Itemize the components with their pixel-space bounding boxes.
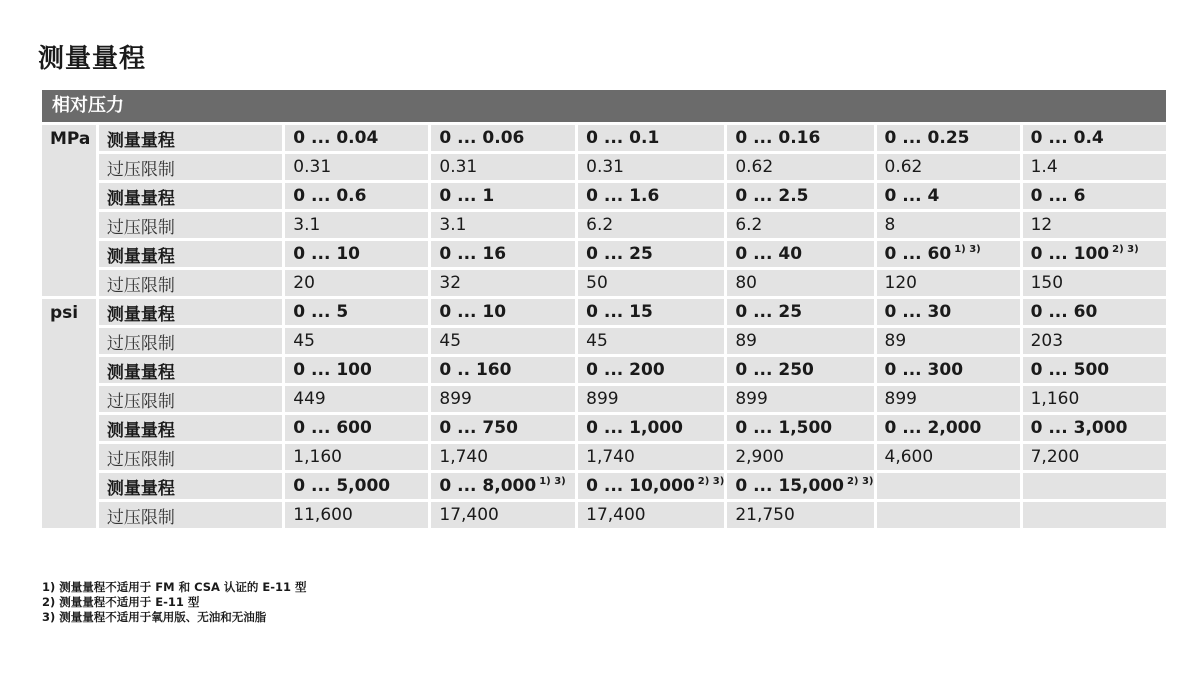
footnote-ref: 1) 3) <box>539 476 566 488</box>
cell-value: 120 <box>884 273 917 293</box>
cell-value: 0 ... 100 <box>293 360 372 380</box>
range-row <box>42 357 1166 383</box>
cell-value: 1,740 <box>586 447 635 467</box>
table-cell <box>285 328 428 354</box>
unit-label: MPa <box>42 125 96 296</box>
cell-value: 32 <box>439 273 462 293</box>
table-cell <box>727 299 873 325</box>
cell-value: 449 <box>293 389 326 409</box>
cell-value: 899 <box>735 389 768 409</box>
table-cell <box>1023 502 1166 528</box>
range-row <box>42 415 1166 441</box>
cell-value: 3.1 <box>293 215 321 235</box>
footnote: 1) 测量量程不适用于 FM 和 CSA 认证的 E-11 型 <box>42 580 307 594</box>
page-title: 测量量程 <box>38 44 147 74</box>
cell-value: 0 ... 40 <box>735 244 803 264</box>
footnote: 2) 测量量程不适用于 E-11 型 <box>42 595 200 609</box>
range-label: 测量量程 <box>99 125 282 151</box>
table-cell <box>578 154 724 180</box>
overpressure-label: 过压限制 <box>99 386 282 412</box>
table-cell <box>727 212 873 238</box>
range-label: 测量量程 <box>99 357 282 383</box>
measuring-range-table-container <box>42 90 1166 531</box>
table-cell <box>877 183 1020 209</box>
table-cell <box>431 270 575 296</box>
table-cell <box>877 270 1020 296</box>
cell-value: 1,160 <box>1030 389 1080 409</box>
cell-value: 0 ... 300 <box>884 360 964 380</box>
table-cell <box>877 357 1020 383</box>
overpressure-label: 过压限制 <box>99 154 282 180</box>
table-cell <box>285 444 428 470</box>
table-cell <box>285 183 428 209</box>
cell-value: 0 ... 200 <box>586 360 665 380</box>
table-cell <box>285 386 428 412</box>
table-cell <box>431 386 575 412</box>
table-cell <box>578 270 724 296</box>
table-cell <box>285 415 428 441</box>
table-cell <box>727 125 873 151</box>
cell-value: 0 ... 1,000 <box>586 418 683 438</box>
measuring-range-table <box>39 122 1169 531</box>
table-cell <box>727 270 873 296</box>
overpressure-row <box>42 502 1166 528</box>
table-cell <box>285 299 428 325</box>
cell-value: 89 <box>884 331 907 351</box>
range-row <box>42 183 1166 209</box>
table-cell <box>877 444 1020 470</box>
cell-value: 899 <box>884 389 917 409</box>
table-cell <box>1023 386 1166 412</box>
cell-value: 0.31 <box>586 157 624 177</box>
cell-value: 0 ... 0.4 <box>1030 128 1104 148</box>
table-cell <box>431 125 575 151</box>
cell-value: 0 ... 6 <box>1030 186 1086 206</box>
range-label: 测量量程 <box>99 299 282 325</box>
footnote-ref: 1) 3) <box>954 244 981 256</box>
overpressure-row <box>42 212 1166 238</box>
table-cell <box>877 154 1020 180</box>
cell-value: 899 <box>586 389 619 409</box>
table-cell <box>877 386 1020 412</box>
table-cell <box>578 328 724 354</box>
table-cell <box>727 386 873 412</box>
cell-value: 0 ... 600 <box>293 418 372 438</box>
table-cell <box>1023 473 1166 499</box>
overpressure-label: 过压限制 <box>99 502 282 528</box>
cell-value: 45 <box>439 331 462 351</box>
cell-value: 0 ... 10,000 <box>586 476 695 496</box>
cell-value: 0 ... 0.06 <box>439 128 525 148</box>
table-cell <box>877 502 1020 528</box>
cell-value: 50 <box>586 273 608 293</box>
table-cell <box>431 299 575 325</box>
cell-value: 0 ... 2.5 <box>735 186 809 206</box>
overpressure-label: 过压限制 <box>99 328 282 354</box>
table-cell <box>285 125 428 151</box>
cell-value: 0 ... 0.16 <box>735 128 821 148</box>
cell-value: 0 ... 750 <box>439 418 518 438</box>
cell-value: 89 <box>735 331 757 351</box>
overpressure-row <box>42 154 1166 180</box>
overpressure-label: 过压限制 <box>99 444 282 470</box>
table-cell <box>285 212 428 238</box>
range-label: 测量量程 <box>99 183 282 209</box>
overpressure-row <box>42 444 1166 470</box>
table-cell <box>727 241 873 267</box>
table-cell <box>877 299 1020 325</box>
overpressure-label: 过压限制 <box>99 212 282 238</box>
table-cell <box>877 328 1020 354</box>
cell-value: 0 ... 2,000 <box>884 418 982 438</box>
footnote-ref: 2) 3) <box>1112 244 1139 256</box>
table-cell <box>285 473 428 499</box>
overpressure-row <box>42 328 1166 354</box>
cell-value: 17,400 <box>439 505 499 525</box>
cell-value: 80 <box>735 273 757 293</box>
cell-value: 0.62 <box>735 157 774 177</box>
table-cell <box>578 299 724 325</box>
cell-value: 8 <box>884 215 896 235</box>
cell-value: 45 <box>293 331 315 351</box>
cell-value: 0 ... 500 <box>1030 360 1110 380</box>
range-label: 测量量程 <box>99 415 282 441</box>
cell-value: 6.2 <box>586 215 614 235</box>
table-cell <box>285 357 428 383</box>
table-cell <box>578 125 724 151</box>
cell-value: 0 ... 25 <box>586 244 653 264</box>
cell-value: 0 ... 0.1 <box>586 128 660 148</box>
range-row <box>42 125 1166 151</box>
cell-value: 17,400 <box>586 505 646 525</box>
cell-value: 0 ... 1 <box>439 186 495 206</box>
table-cell <box>1023 154 1166 180</box>
table-cell <box>727 415 873 441</box>
cell-value: 4,600 <box>884 447 934 467</box>
cell-value: 1,160 <box>293 447 342 467</box>
table-cell <box>727 444 873 470</box>
table-cell <box>431 502 575 528</box>
table-cell <box>431 241 575 267</box>
cell-value: 899 <box>439 389 472 409</box>
cell-value: 0 ... 5 <box>293 302 349 322</box>
table-cell <box>727 328 873 354</box>
unit-label: psi <box>42 299 96 528</box>
cell-value: 45 <box>586 331 608 351</box>
table-cell <box>431 415 575 441</box>
cell-value: 0 ... 60 <box>1030 302 1098 322</box>
cell-value: 20 <box>293 273 315 293</box>
table-cell <box>578 415 724 441</box>
table-cell <box>431 444 575 470</box>
table-cell <box>1023 299 1166 325</box>
table-cell <box>1023 183 1166 209</box>
table-cell <box>578 386 724 412</box>
table-cell <box>877 415 1020 441</box>
range-row <box>42 241 1166 267</box>
table-cell <box>1023 241 1166 267</box>
range-label: 测量量程 <box>99 241 282 267</box>
table-cell <box>431 183 575 209</box>
table-cell <box>578 502 724 528</box>
cell-value: 0 ... 10 <box>439 302 507 322</box>
table-cell <box>285 270 428 296</box>
table-cell <box>431 212 575 238</box>
cell-value: 203 <box>1030 331 1064 351</box>
table-cell <box>1023 328 1166 354</box>
cell-value: 2,900 <box>735 447 784 467</box>
cell-value: 0 ... 4 <box>884 186 940 206</box>
cell-value: 0 ... 3,000 <box>1030 418 1128 438</box>
table-cell <box>727 502 873 528</box>
cell-value: 21,750 <box>735 505 795 525</box>
cell-value: 0 ... 0.6 <box>293 186 367 206</box>
table-cell <box>578 357 724 383</box>
table-cell <box>285 154 428 180</box>
table-cell <box>285 502 428 528</box>
footnote-ref: 2) 3) <box>697 476 725 488</box>
cell-value: 7,200 <box>1030 447 1080 467</box>
cell-value: 0 ... 16 <box>439 244 507 264</box>
table-cell <box>727 357 873 383</box>
overpressure-row <box>42 270 1166 296</box>
footnote-ref: 2) 3) <box>846 476 874 488</box>
table-cell <box>1023 125 1166 151</box>
cell-value: 0 ... 0.25 <box>884 128 970 148</box>
cell-value: 0 .. 160 <box>439 360 512 380</box>
cell-value: 0.31 <box>293 157 332 177</box>
table-cell <box>431 357 575 383</box>
overpressure-row <box>42 386 1166 412</box>
cell-value: 1.4 <box>1030 157 1058 177</box>
table-cell <box>1023 212 1166 238</box>
table-cell <box>578 241 724 267</box>
cell-value: 0 ... 100 <box>1030 244 1110 264</box>
footnote: 3) 测量量程不适用于氧用版、无油和无油脂 <box>42 610 267 624</box>
cell-value: 6.2 <box>735 215 763 235</box>
cell-value: 0 ... 1.6 <box>586 186 660 206</box>
range-label: 测量量程 <box>99 473 282 499</box>
cell-value: 12 <box>1030 215 1053 235</box>
table-cell <box>727 183 873 209</box>
cell-value: 0 ... 5,000 <box>293 476 391 496</box>
cell-value: 150 <box>1030 273 1064 293</box>
cell-value: 0 ... 15 <box>586 302 653 322</box>
table-cell <box>431 154 575 180</box>
cell-value: 0.31 <box>439 157 478 177</box>
table-cell <box>1023 415 1166 441</box>
cell-value: 0 ... 0.04 <box>293 128 379 148</box>
cell-value: 0 ... 25 <box>735 302 803 322</box>
table-cell <box>578 212 724 238</box>
range-row <box>42 299 1166 325</box>
table-cell <box>285 241 428 267</box>
cell-value: 11,600 <box>293 505 353 525</box>
table-cell <box>877 241 1020 267</box>
table-cell <box>877 125 1020 151</box>
cell-value: 0 ... 10 <box>293 244 360 264</box>
cell-value: 3.1 <box>439 215 467 235</box>
table-cell <box>431 328 575 354</box>
table-cell <box>1023 357 1166 383</box>
table-cell <box>727 473 873 499</box>
overpressure-label: 过压限制 <box>99 270 282 296</box>
table-cell <box>877 473 1020 499</box>
cell-value: 0 ... 250 <box>735 360 814 380</box>
cell-value: 0.62 <box>884 157 923 177</box>
cell-value: 0 ... 15,000 <box>735 476 844 496</box>
footnotes <box>42 580 307 625</box>
cell-value: 0 ... 60 <box>884 244 952 264</box>
table-cell <box>578 444 724 470</box>
section-header: 相对压力 <box>42 90 1166 122</box>
table-cell <box>431 473 575 499</box>
cell-value: 0 ... 8,000 <box>439 476 537 496</box>
table-cell <box>578 473 724 499</box>
cell-value: 0 ... 30 <box>884 302 952 322</box>
table-cell <box>1023 444 1166 470</box>
table-cell <box>578 183 724 209</box>
cell-value: 1,740 <box>439 447 489 467</box>
cell-value: 0 ... 1,500 <box>735 418 833 438</box>
table-cell <box>727 154 873 180</box>
table-cell <box>1023 270 1166 296</box>
table-cell <box>877 212 1020 238</box>
range-row <box>42 473 1166 499</box>
